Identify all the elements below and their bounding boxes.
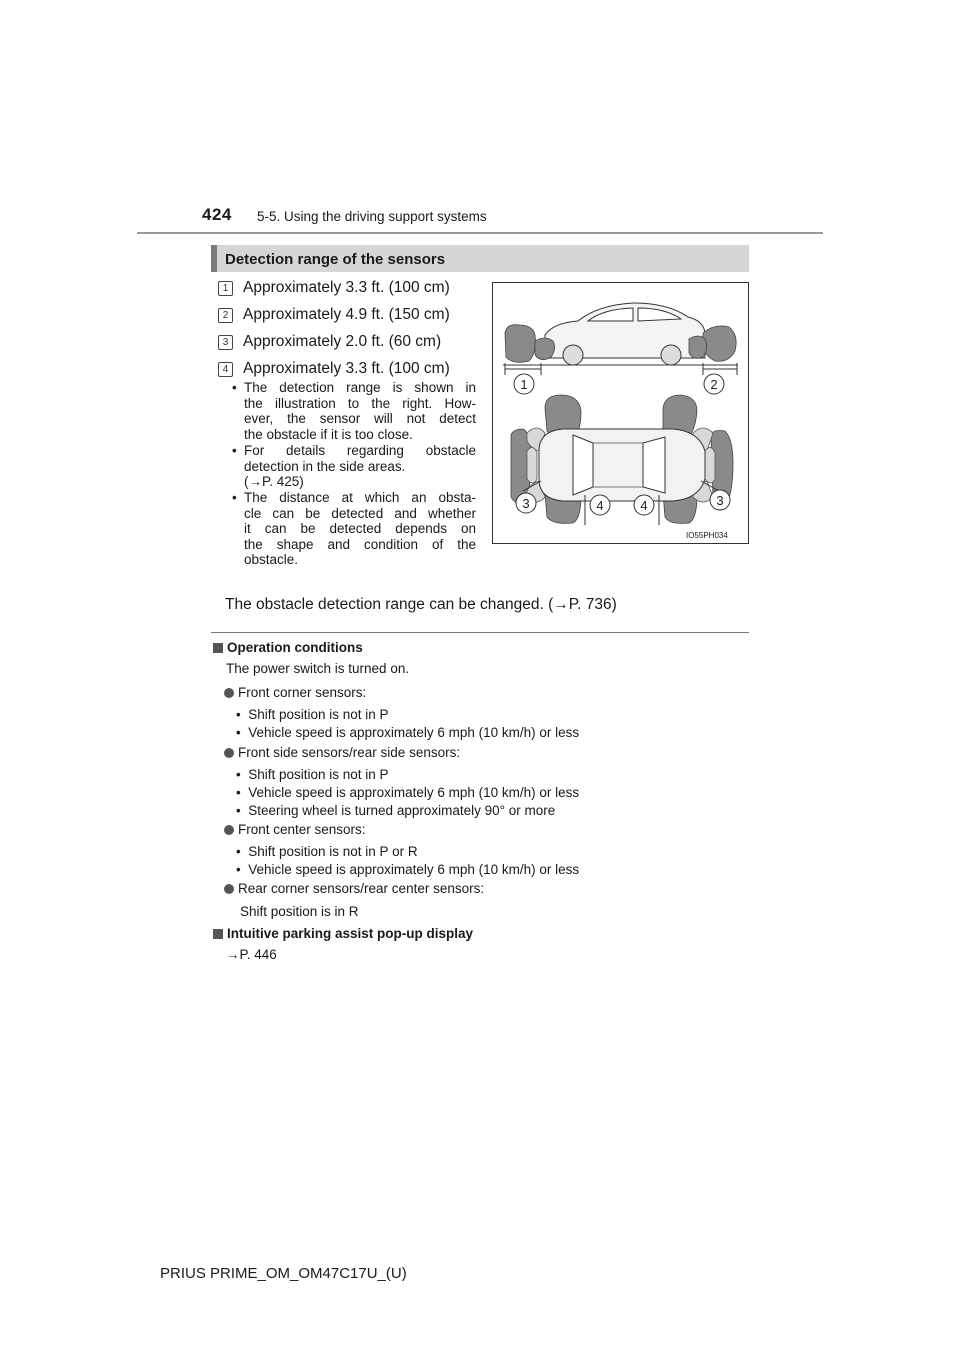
range-text-2: Approximately 4.9 ft. (150 cm) — [243, 306, 450, 323]
figure-label-2: 2 — [710, 377, 718, 392]
circle-bullet-icon — [224, 884, 234, 894]
range-number-4: 4 — [218, 362, 233, 377]
note-side-areas: • For details regarding obstacle detection in the side areas. (→P. 425) — [232, 443, 476, 489]
page-number: 424 — [202, 205, 232, 224]
circle-bullet-icon — [224, 825, 234, 835]
sensor-range-illustration — [492, 282, 749, 544]
front-center-condition-2: • Vehicle speed is approximately 6 mph (10 km/h) or less — [236, 862, 580, 877]
square-bullet-icon — [213, 643, 223, 653]
front-center-heading: Front center sensors: — [224, 822, 366, 837]
section-title: 5-5. Using the driving support systems — [257, 209, 487, 224]
front-side-condition-1: • Shift position is not in P — [236, 767, 389, 782]
section-divider — [211, 632, 749, 633]
front-corner-condition-1: • Shift position is not in P — [236, 707, 389, 722]
note-detection-range: • The detection range is shown in the illustration to the right. How- ever, the sensor will not detect the obstacle if it is too close. — [232, 380, 476, 442]
note-detection-distance: • The distance at which an obsta- cle can be detected and whether it can be detected depends on the shape and condition of the obstacle. — [232, 490, 476, 567]
conditions-intro: The power switch is turned on. — [226, 661, 410, 676]
popup-display-heading: Intuitive parking assist pop-up display — [213, 926, 473, 941]
obstacle-range-note: The obstacle detection range can be changed. (→P. 736) — [225, 596, 617, 613]
section-heading: Detection range of the sensors — [225, 251, 446, 268]
range-text-4: Approximately 3.3 ft. (100 cm) — [243, 360, 450, 377]
circle-bullet-icon — [224, 748, 234, 758]
square-bullet-icon — [213, 929, 223, 939]
figure-label-4-right: 4 — [640, 498, 648, 513]
header-divider — [137, 232, 823, 234]
front-corner-condition-2: • Vehicle speed is approximately 6 mph (10 km/h) or less — [236, 725, 580, 740]
circle-bullet-icon — [224, 688, 234, 698]
operation-conditions-heading: Operation conditions — [213, 640, 363, 655]
range-number-1: 1 — [218, 281, 233, 296]
sensor-range-drawing — [493, 283, 748, 543]
front-side-condition-3: • Steering wheel is turned approximately 90° or more — [236, 803, 556, 818]
figure-label-1: 1 — [520, 377, 528, 392]
range-number-3: 3 — [218, 335, 233, 350]
front-center-condition-1: • Shift position is not in P or R — [236, 844, 418, 859]
range-text-1: Approximately 3.3 ft. (100 cm) — [243, 279, 450, 296]
front-side-heading: Front side sensors/rear side sensors: — [224, 745, 460, 760]
range-number-2: 2 — [218, 308, 233, 323]
figure-label-4-left: 4 — [596, 498, 604, 513]
rear-sensors-condition: Shift position is in R — [240, 904, 359, 919]
figure-label-3-right: 3 — [716, 493, 724, 508]
front-corner-heading: Front corner sensors: — [224, 685, 366, 700]
document-code-footer: PRIUS PRIME_OM_OM47C17U_(U) — [160, 1265, 407, 1282]
section-heading-accent — [211, 245, 217, 272]
figure-code: IO55PH034 — [686, 531, 728, 540]
car-side-view — [545, 303, 705, 365]
front-side-condition-2: • Vehicle speed is approximately 6 mph (10 km/h) or less — [236, 785, 580, 800]
range-text-3: Approximately 2.0 ft. (60 cm) — [243, 333, 442, 350]
figure-label-3-left: 3 — [522, 496, 530, 511]
popup-display-reference: →P. 446 — [226, 947, 277, 962]
rear-sensors-heading: Rear corner sensors/rear center sensors: — [224, 881, 484, 896]
car-top-view — [539, 429, 705, 501]
